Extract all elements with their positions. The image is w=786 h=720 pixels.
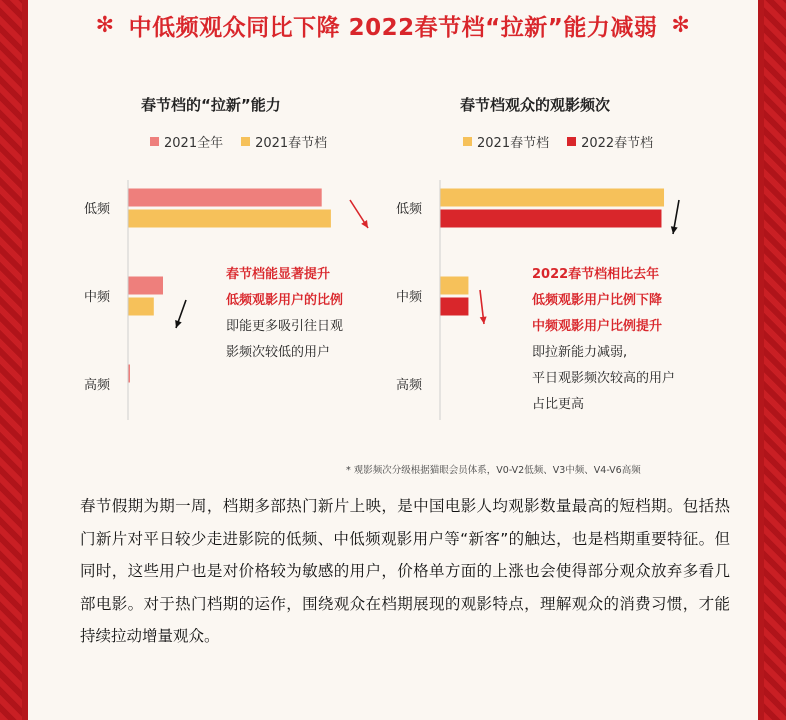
- chart1-bar-2-2: [129, 298, 154, 316]
- chart2-bar-2-2: [441, 298, 469, 316]
- chart2-legend-label-2: 2022春节档: [581, 136, 654, 151]
- chart2-annot-red-2: 低频观影用户比例下降: [532, 293, 663, 308]
- chart1-category-label-2: 中频: [84, 290, 111, 305]
- infographic-card: [28, 0, 758, 720]
- chart2-annot-red-3: 中频观影用户比例提升: [532, 319, 663, 334]
- footnote: * 观影频次分级根据猫眼会员体系，V0-V2低频、V3中频、V4-V6高频: [346, 465, 641, 476]
- chart1-bar-1-1: [129, 189, 322, 207]
- chart2-category-label-2: 中频: [396, 290, 423, 305]
- chart1-legend-label-1: 2021全年: [164, 136, 224, 151]
- chart2-annot-black-1: 即拉新能力减弱,: [532, 345, 628, 360]
- chart1-annot-black-1: 即能更多吸引往日观: [226, 319, 344, 334]
- chart1-bar-2-1: [129, 277, 164, 295]
- frame-right-border: [764, 0, 786, 720]
- chart1-title: 春节档的“拉新”能力: [141, 96, 281, 114]
- chart2-arrow-down-icon-head: [671, 226, 678, 234]
- chart1-legend-label-2: 2021春节档: [255, 136, 328, 151]
- chart2-title: 春节档观众的观影频次: [460, 96, 611, 114]
- chart1-category-label-3: 高频: [84, 378, 111, 393]
- chart2-bar-2-1: [441, 277, 469, 295]
- chart2-annot-black-2: 平日观影频次较高的用户: [532, 371, 676, 386]
- frame-left-border: [0, 0, 22, 720]
- charts-canvas: [28, 0, 758, 460]
- chart2-category-label-3: 高频: [396, 378, 423, 393]
- title-text: 中低频观众同比下降 2022春节档“拉新”能力减弱: [128, 14, 658, 41]
- chart2-legend-label-1: 2021春节档: [477, 136, 550, 151]
- chart1-category-label-1: 低频: [84, 202, 111, 217]
- chart2-category-label-1: 低频: [396, 202, 423, 217]
- chart1-bar-1-2: [129, 210, 331, 228]
- chart1-annot-red-2: 低频观影用户的比例: [226, 293, 344, 308]
- chart2-bar-1-2: [441, 210, 662, 228]
- chart2-bar-1-1: [441, 189, 665, 207]
- snowflake-icon-right: ✻: [671, 12, 691, 38]
- snowflake-icon-left: ✻: [95, 12, 115, 38]
- chart2-annot-red-1: 2022春节档相比去年: [532, 267, 660, 282]
- chart1-bar-3-1: [129, 365, 131, 383]
- chart1-arrow-down-icon-2-head: [175, 320, 182, 328]
- chart1-annot-black-2: 影频次较低的用户: [226, 345, 331, 360]
- chart1-annot-red-1: 春节档能显著提升: [226, 267, 331, 282]
- chart2-annot-black-3: 占比更高: [532, 397, 585, 412]
- body-paragraph: 春节假期为期一周，档期多部热门新片上映，是中国电影人均观影数量最高的短档期。包括热门新片对平日较少走进影院的低频、中低频观影用户等“新客”的触达，也是档期重要特征。但同时，这些用户也是对价格较为敏感的用户，价格单方面的上涨也会使得部分观众放弃多看几部电影。对于热门档期的运作，围绕观众在档期展现的观影特点，理解观众的消费习惯，才能持续拉动增量观众。: [80, 497, 730, 645]
